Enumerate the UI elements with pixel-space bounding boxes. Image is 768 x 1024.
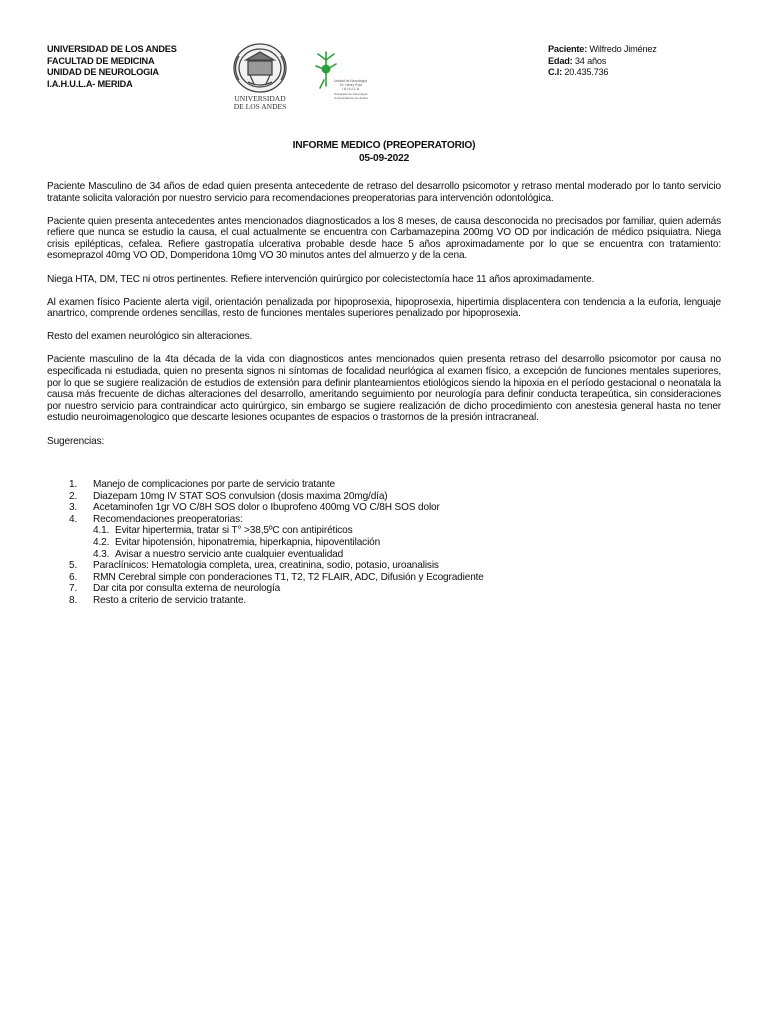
patient-age-label: Edad: [548, 55, 573, 66]
report-title: INFORME MEDICO (PREOPERATORIO) [292, 140, 476, 151]
unit-logo-text: Unidad de Neurología [334, 79, 367, 83]
paragraph: Al examen físico Paciente alerta vigil, orientación penalizada por hipoprosexia, hipoprosexia, hipertimia displacentera con tendencia a la euforia, lenguaje anartrico, comprende ordenes sencillas, resto de funciones mentales superiores penalizado por hipoprosexia. [47, 296, 721, 320]
list-item-number: 4.2. [93, 536, 110, 548]
patient-id-row [548, 67, 657, 79]
list-item-text: Avisar a nuestro servicio ante cualquier eventualidad [115, 548, 344, 560]
list-item-text: Resto a criterio de servicio tratante. [93, 594, 247, 606]
institution-line: I.A.H.U.L.A- MERIDA [47, 78, 133, 89]
paragraph: Niega HTA, DM, TEC ni otros pertinentes. Refiere intervención quirúrgico por colecistectomía hace 11 años aproximadamente. [47, 273, 595, 285]
report-body [47, 181, 721, 459]
university-logo [222, 42, 298, 112]
list-item-text: Evitar hipertermia, tratar si T° >38,5ºC con antipiréticos [115, 525, 353, 537]
patient-name-value: Wilfredo Jiménez [589, 44, 657, 54]
patient-name-row [548, 44, 657, 56]
list-item-number: 8. [69, 594, 78, 606]
unit-logo-text: Postgrado de Neurología [334, 92, 368, 96]
patient-name-label: Paciente: [548, 44, 588, 54]
institution-header [47, 44, 177, 90]
institution-line: UNIDAD DE NEUROLOGIA [47, 67, 159, 77]
unit-logo-text: Dr. Henry Ruiz [340, 83, 363, 87]
list-item-number: 4.1. [93, 525, 110, 537]
report-date: 05-09-2022 [358, 153, 410, 164]
paragraph: Paciente Masculino de 34 años de edad quien presenta antecedente de retraso del desarrollo psicomotor y retraso mental moderado por lo tanto servicio tratante solicita valoración por nuestro servicio para recomendaciones preoperatorias para intervención odontológica. [47, 181, 721, 204]
neuron-icon [322, 65, 331, 74]
institution-line: FACULTAD DE MEDICINA [47, 55, 155, 66]
list-item-text: Acetaminofen 1gr VO C/8H SOS dolor o Ibuprofeno 400mg VO C/8H SOS dolor [93, 502, 440, 514]
university-logo-text: DE LOS ANDES [233, 102, 287, 111]
list-item-number: 4.3. [93, 548, 110, 560]
patient-id-label: C.I: [548, 67, 562, 77]
list-item-text: Dar cita por consulta externa de neurología [93, 583, 281, 595]
neurology-unit-logo [312, 50, 380, 110]
institution-line: UNIVERSIDAD DE LOS ANDES [47, 44, 177, 54]
list-item-text: Paraclínicos: Hematologia completa, urea, creatinina, sodio, potasio, uroanalisis [93, 560, 439, 572]
list-item-number: 5. [69, 560, 78, 572]
university-logo-text: UNIVERSIDAD [234, 94, 286, 103]
patient-id-value: 20.435.736 [564, 67, 609, 77]
patient-info [548, 44, 657, 79]
patient-age-row [548, 56, 657, 68]
list-item-number: 1. [69, 479, 78, 490]
unit-logo-text: I.A.H.U.L.A [342, 87, 359, 91]
list-item-text: Manejo de complicaciones por parte de servicio tratante [93, 479, 335, 490]
paragraph: Resto del examen neurológico sin alteraciones. [47, 331, 253, 343]
list-item-number: 6. [69, 571, 78, 583]
list-item-text: Recomendaciones preoperatorias: [93, 513, 243, 525]
list-item-text: Evitar hipotensión, hiponatremia, hiperkapnia, hipoventilación [115, 536, 381, 548]
list-item-text: RMN Cerebral simple con ponderaciones T1, T2, T2 FLAIR, ADC, Difusión y Ecogradiente [93, 571, 484, 583]
suggestions-heading: Sugerencias: [47, 435, 105, 447]
list-item-number: 2. [69, 490, 78, 502]
list-item-text: Diazepam 10mg IV STAT SOS convulsion (dosis maxima 20mg/día) [93, 490, 388, 502]
patient-age-value: 34 años [574, 55, 607, 66]
unit-logo-text: Universidad de los Andes [334, 96, 368, 100]
paragraph: Paciente quien presenta antecedentes antes mencionados diagnosticados a los 8 meses, de causa desconocida no precisados por familiar, quien además refiere que nunca se estudio la causa, el cual actualmente se encuentra con Carbamazepina 200mg VO OD por indicación de médico psiquiatra. Niega crisis epilépticas, cefalea. Refiere gastropatía ulcerativa probable desde hace 5 años aproximadamente por lo que se encuentra con tratamiento: esomeprazol 40mg VO OD, Domperidona 10mg VO 30 minutos antes del almuerzo y de la cena. [47, 215, 721, 262]
list-item-number: 4. [69, 513, 78, 525]
list-item-number: 3. [69, 502, 78, 514]
paragraph: Paciente masculino de la 4ta década de la vida con diagnosticos antes mencionados quien presenta retraso del desarrollo psicomotor por causa no especificada ni estudiada, quien no presenta signos ni síntomas de focalidad neurlógica al examen físico, a excepción de funciones mentales superiores, por lo que se sugiere realización de estudios de extensión para definir planteamientos etiológicos siendo la hipoxia en el período gestacional o neonatala la causa más frecuente de dichas alteraciones del desarrollo, ameritando seguimiento por neurología para definir conducta terapeútica, sin consideraciones por nuestro servicio para contraindicar acto quirúrgico, sin embargo se sugiere realización de dicho procedimiento con anestesia general hasta no tener estudio neuroimagenologico que descarte lesiones ocupantes de espacios o trastornos de la presión intracraneal. [47, 354, 721, 424]
list-item-number: 7. [69, 583, 78, 595]
